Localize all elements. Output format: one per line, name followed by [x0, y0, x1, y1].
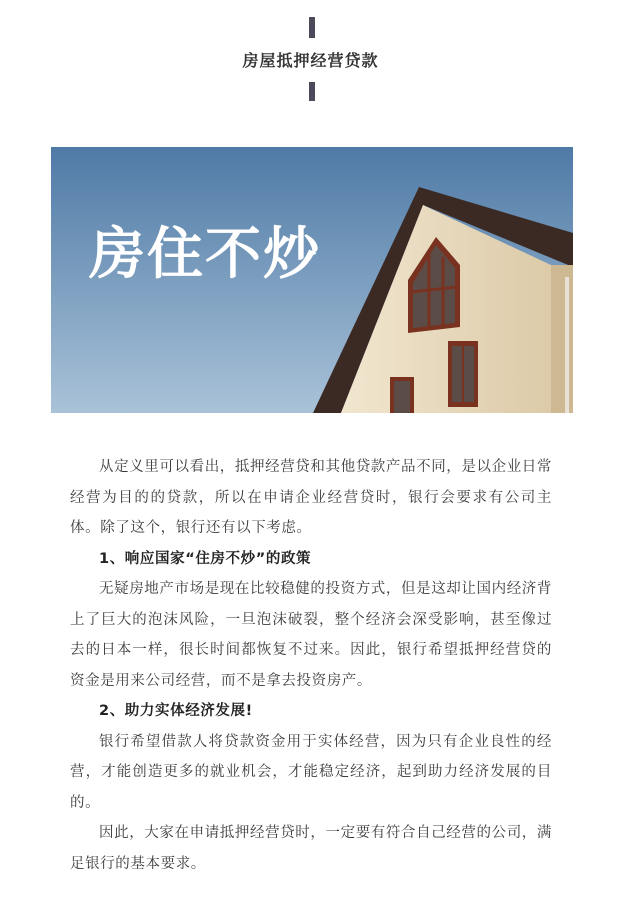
- paragraph-section-1: 无疑房地产市场是现在比较稳健的投资方式，但是这却让国内经济背上了巨大的泡沫风险，一旦泡沫破裂，整个经济会深受影响，甚至像过去的日本一样，很长时间都恢复不过来。因此，银行希望抵押经营贷的资金是用来公司经营，而不是拿去投资房产。: [70, 581, 552, 689]
- paragraph-section-2: 银行希望借款人将贷款资金用于实体经营，因为只有企业良性的经营，才能创造更多的就业机会，才能稳定经济，起到助力经济发展的目的。: [70, 733, 552, 811]
- paragraph-intro: 从定义里可以看出，抵押经营贷和其他贷款产品不同，是以企业日常经营为目的的贷款，所以在申请企业经营贷时，银行会要求有公司主体。除了这个，银行还有以下考虑。: [70, 459, 552, 536]
- drainpipe: [565, 277, 569, 413]
- section-heading-2: 2、助力实体经济发展!: [99, 703, 253, 719]
- hero-image: [51, 147, 573, 413]
- side-wall: [551, 265, 573, 413]
- title-decoration-bar-top: [309, 17, 315, 38]
- title-decoration-bar-bottom: [309, 82, 315, 101]
- paragraph-conclusion: 因此，大家在申请抵押经营贷时，一定要有符合自己经营的公司，满足银行的基本要求。: [70, 825, 552, 872]
- hero-overlay-text: 房住不炒: [89, 222, 321, 287]
- house-illustration: [51, 147, 573, 413]
- article-title: 房屋抵押经营贷款: [242, 51, 379, 70]
- article-body: [70, 452, 552, 879]
- section-heading-1: 1、响应国家“住房不炒”的政策: [99, 550, 312, 567]
